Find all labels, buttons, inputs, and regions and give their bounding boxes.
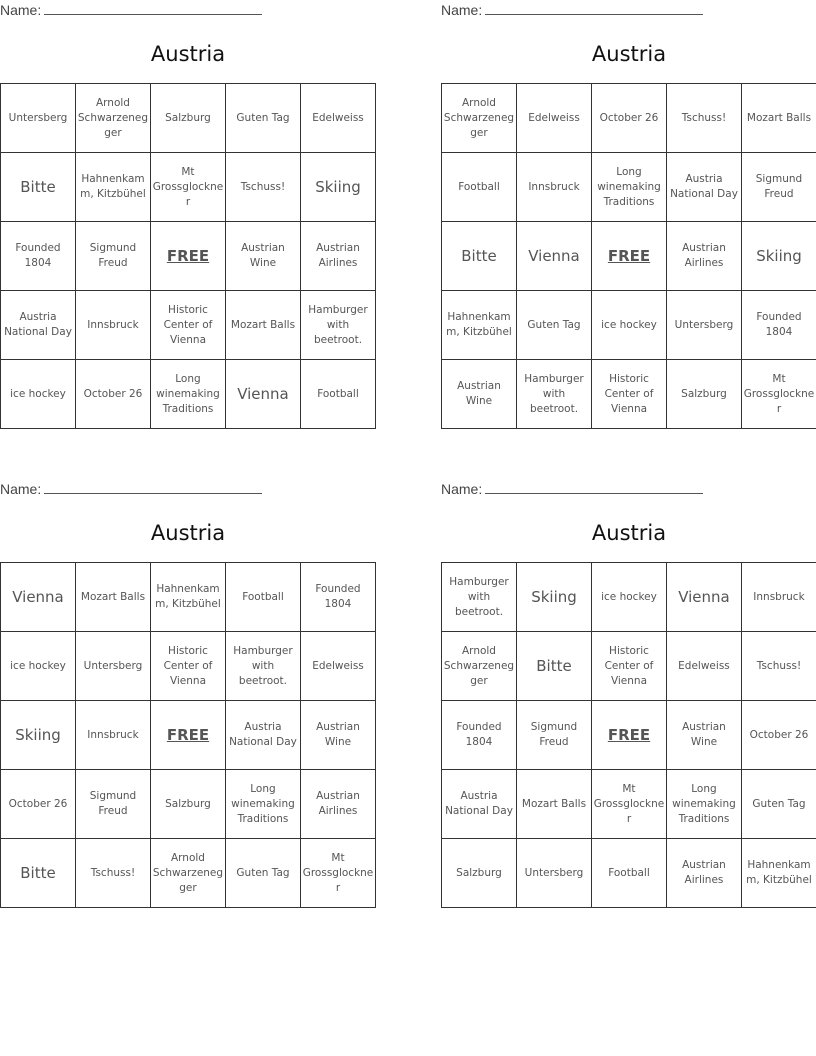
bingo-cell: Long winemaking Traditions [666,770,741,839]
bingo-cell: Arnold Schwarzenegger [150,839,225,908]
bingo-cell: Salzburg [150,770,225,839]
bingo-cell: ice hockey [1,632,76,701]
bingo-cell: Vienna [517,222,592,291]
grid-row [1,632,376,701]
bingo-grid [441,562,816,908]
bingo-cell: Founded 1804 [741,291,816,360]
name-underline [485,481,703,494]
bingo-cell: Guten Tag [225,839,300,908]
bingo-cell: Edelweiss [666,632,741,701]
bingo-cell: Historic Center of Vienna [150,291,225,360]
name-line [441,2,703,20]
bingo-cell: Mt Grossglockner [150,153,225,222]
bingo-cell: Bitte [1,153,76,222]
bingo-grid [0,562,376,908]
bingo-cell: Salzburg [667,360,742,429]
grid-row [1,839,376,908]
bingo-cell: Arnold Schwarzenegger [75,84,150,153]
bingo-cell: Mt Grossglockner [741,360,816,429]
bingo-cell: Founded 1804 [442,701,517,770]
bingo-cell: Austrian Airlines [666,839,741,908]
name-label: Name: [441,2,483,18]
bingo-cell: Vienna [666,563,741,632]
grid-row [442,563,816,632]
bingo-cell: Founded 1804 [300,563,375,632]
grid-row [442,360,816,429]
bingo-cell: Hamburger with beetroot. [442,563,517,632]
bingo-cell: Skiing [516,563,591,632]
bingo-cell: Hahnenkamm, Kitzbühel [741,839,816,908]
bingo-cell: Sigmund Freud [516,701,591,770]
bingo-cell: Hahnenkamm, Kitzbühel [75,153,150,222]
grid-row [442,632,816,701]
bingo-cell: Vienna [1,563,76,632]
grid-row [1,360,376,429]
bingo-cell: Mt Grossglockner [300,839,375,908]
grid-row [1,770,376,839]
bingo-cell: October 26 [75,360,150,429]
bingo-cell: Untersberg [516,839,591,908]
bingo-cell: Sigmund Freud [75,222,150,291]
bingo-cell: Founded 1804 [1,222,76,291]
bingo-cell: Tschuss! [225,153,300,222]
grid-row [1,701,376,770]
free-cell: FREE [591,701,666,770]
bingo-cell: Salzburg [150,84,225,153]
bingo-cell: Hamburger with beetroot. [517,360,592,429]
bingo-cell: Football [442,153,517,222]
bingo-cell: Vienna [225,360,300,429]
bingo-cell: Long winemaking Traditions [225,770,300,839]
card-title: Austria [591,521,667,545]
name-underline [485,2,703,15]
bingo-cell: Austrian Airlines [667,222,742,291]
bingo-cell: Tschuss! [667,84,742,153]
bingo-cell: Innsbruck [75,291,150,360]
bingo-cell: October 26 [592,84,667,153]
bingo-cell: Austria National Day [225,701,300,770]
bingo-cell: Mt Grossglockner [591,770,666,839]
name-label: Name: [0,481,42,497]
name-label: Name: [0,2,42,18]
bingo-cell: Austrian Wine [666,701,741,770]
bingo-cell: Austrian Wine [225,222,300,291]
bingo-cell: Untersberg [75,632,150,701]
bingo-cell: Long winemaking Traditions [150,360,225,429]
bingo-cell: Hahnenkamm, Kitzbühel [442,291,517,360]
free-cell: FREE [150,701,225,770]
bingo-cell: Mozart Balls [75,563,150,632]
bingo-cell: Bitte [442,222,517,291]
bingo-cell: Mozart Balls [516,770,591,839]
bingo-cell: Football [225,563,300,632]
bingo-cell: Hamburger with beetroot. [225,632,300,701]
bingo-cell: October 26 [1,770,76,839]
bingo-cell: Untersberg [667,291,742,360]
card-title: Austria [591,42,667,66]
grid-row [442,222,816,291]
card-title: Austria [150,521,226,545]
bingo-cell: Mozart Balls [225,291,300,360]
grid-row [1,563,376,632]
bingo-cell: Bitte [1,839,76,908]
bingo-cell: Long winemaking Traditions [592,153,667,222]
grid-row [442,291,816,360]
bingo-cell: Tschuss! [741,632,816,701]
grid-row [442,701,816,770]
bingo-cell: Guten Tag [741,770,816,839]
bingo-grid [0,83,376,429]
bingo-cell: Football [300,360,375,429]
bingo-cell: Edelweiss [517,84,592,153]
bingo-cell: Hamburger with beetroot. [300,291,375,360]
grid-row [442,153,816,222]
grid-row [442,839,816,908]
free-cell: FREE [150,222,225,291]
grid-row [1,153,376,222]
bingo-cell: Austria National Day [442,770,517,839]
bingo-cell: Salzburg [442,839,517,908]
grid-row [1,291,376,360]
bingo-cell: Football [591,839,666,908]
bingo-cell: Austria National Day [1,291,76,360]
bingo-cell: Sigmund Freud [75,770,150,839]
bingo-cell: Austrian Wine [300,701,375,770]
free-cell: FREE [592,222,667,291]
bingo-cell: Arnold Schwarzenegger [442,84,517,153]
name-underline [44,2,262,15]
bingo-cell: ice hockey [1,360,76,429]
bingo-cell: Tschuss! [75,839,150,908]
name-underline [44,481,262,494]
bingo-cell: Mozart Balls [741,84,816,153]
bingo-cell: Bitte [516,632,591,701]
bingo-cell: Austrian Wine [442,360,517,429]
bingo-cell: Austrian Airlines [300,770,375,839]
name-line [441,481,703,499]
bingo-cell: Skiing [741,222,816,291]
bingo-cell: Skiing [1,701,76,770]
bingo-cell: Sigmund Freud [741,153,816,222]
bingo-cell: Innsbruck [741,563,816,632]
bingo-cell: Edelweiss [300,632,375,701]
bingo-cell: Innsbruck [517,153,592,222]
bingo-cell: Skiing [300,153,375,222]
bingo-cell: Guten Tag [225,84,300,153]
bingo-cell: Arnold Schwarzenegger [442,632,517,701]
bingo-cell: ice hockey [592,291,667,360]
bingo-cell: Untersberg [1,84,76,153]
name-line [0,2,262,20]
bingo-cell: Austrian Airlines [300,222,375,291]
name-line [0,481,262,499]
bingo-cell: ice hockey [591,563,666,632]
grid-row [442,84,816,153]
bingo-cell: Guten Tag [517,291,592,360]
name-label: Name: [441,481,483,497]
card-title: Austria [150,42,226,66]
bingo-grid [441,83,816,429]
bingo-cell: Edelweiss [300,84,375,153]
grid-row [442,770,816,839]
bingo-cell: Historic Center of Vienna [150,632,225,701]
bingo-cell: Hahnenkamm, Kitzbühel [150,563,225,632]
grid-row [1,222,376,291]
bingo-cell: Historic Center of Vienna [592,360,667,429]
grid-row [1,84,376,153]
bingo-cell: Austria National Day [667,153,742,222]
bingo-cell: Innsbruck [75,701,150,770]
bingo-cell: October 26 [741,701,816,770]
bingo-cell: Historic Center of Vienna [591,632,666,701]
